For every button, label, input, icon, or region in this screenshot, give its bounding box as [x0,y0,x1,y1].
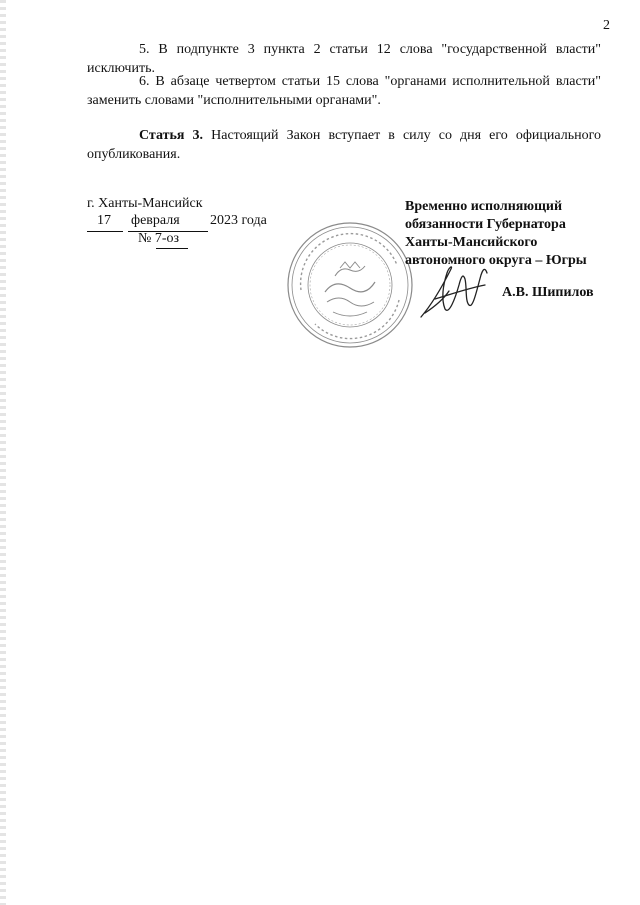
article-3-label: Статья 3. [139,128,204,143]
paragraph-6: 6. В абзаце четвертом статьи 15 слова "органами исполнительной власти" заменить словами "исполнительными органами". [87,74,601,108]
law-number-value: 7-оз [154,231,180,246]
day-underline [87,231,123,232]
signer-title-line: автономного округа – Югры [405,253,587,268]
signing-year: 2023 года [210,213,267,228]
scan-edge-artifact [0,0,6,905]
article-3-text: Настоящий Закон вступает в силу со дня его официального опубликования. [87,128,601,162]
signer-title-line: обязанности Губернатора [405,217,566,232]
law-number [138,231,179,247]
handwritten-signature [415,255,495,325]
signer-title-line: Ханты-Мансийского [405,235,538,250]
signing-day: 17 [97,213,111,228]
signing-month: февраля [131,213,180,228]
number-underline [156,248,188,249]
signer-name: А.В. Шипилов [502,285,594,300]
article-3 [87,126,601,164]
law-number-prefix: № [138,231,155,246]
signing-city: г. Ханты-Мансийск [87,196,203,211]
signer-title-line: Временно исполняющий [405,199,563,214]
paragraph-5: 5. В подпункте 3 пункта 2 статьи 12 слова "государственной власти" исключить. [87,42,601,76]
page-number: 2 [603,18,610,33]
official-seal [285,220,415,350]
